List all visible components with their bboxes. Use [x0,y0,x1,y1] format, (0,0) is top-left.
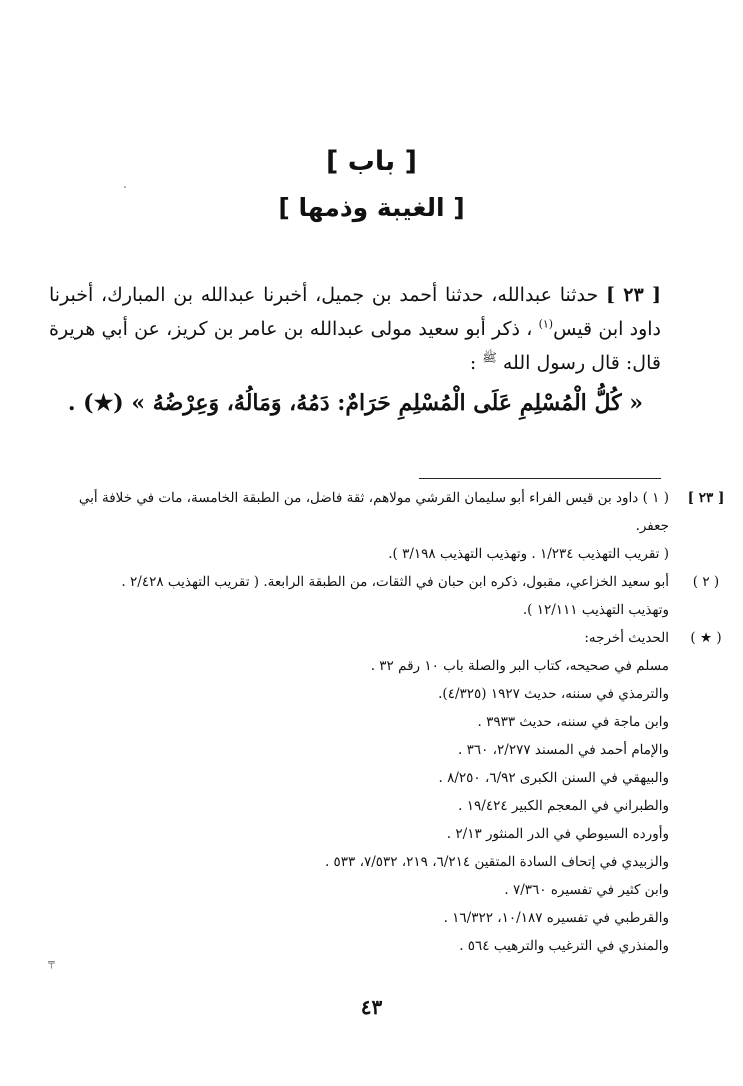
hadith-number: [ ٢٣ ] [605,284,661,306]
footnote-group-label: [ ٢٣ ] [687,490,725,506]
takhrij-line: والزبيدي في إتحاف السادة المتقين ٦/٢١٤، ٢١٩، ٧/٥٣٢، ٥٣٣ . [324,854,669,870]
takhrij-line: والمنذري في الترغيب والترهيب ٥٦٤ . [459,938,669,954]
hadith-text [49,278,661,422]
isnad-line-2-start: ابن قيس [553,318,624,340]
takhrij-line: وابن كثير في تفسيره ٧/٣٦٠ . [504,882,669,898]
isnad-line-2-end: ، ذكر أبو سعيد مولى عبدالله بن عامر بن كريز، عن أبي هريرة قال: قال رسول [49,318,661,374]
matn-text: « كُلُّ الْمُسْلِمِ عَلَى الْمُسْلِمِ حَرَامٌ: دَمُهُ، وَمَالُهُ، وَعِرْضُهُ » (★) . [67,390,643,416]
takhrij-line: والقرطبي في تفسيره ١٠/١٨٧، ١٦/٣٢٢ . [443,910,669,926]
isnad-line-3: الله [502,352,531,374]
footnote-star-mark: ( ★ ) [690,630,722,646]
page-number: ٤٣ [360,995,383,1019]
isnad-line-1: حدثنا عبدالله، حدثنا أحمد بن جميل، أخبرنا عبدالله بن المبارك، أخبرنا داود [49,284,662,340]
footnote-1-line-2: جعفر. [635,518,669,534]
footnote-1 [0,484,743,568]
footnote-2-mark: ( ٢ ) [692,574,720,590]
footnote-1-line-1: ( ١ ) داود بن قيس الفراء أبو سليمان القرشي مولاهم، ثقة فاضل، من الطبقة الخامسة، مات في خلافة أبي [78,490,669,506]
footnote-ref-1[interactable]: (١) [538,317,554,331]
isnad-paragraph [49,278,661,380]
scan-speck [124,186,126,188]
margin-mark: ╤ [48,956,55,969]
footnote-2-line-1: أبو سعيد الخزاعي، مقبول، ذكره ابن حبان في الثقات، من الطبقة الرابعة. ( تقريب التهذيب ٢/٤٢٨ . [121,574,669,590]
takhrij-line: والبيهقي في السنن الكبرى ٦/٩٢، ٨/٢٥٠ . [438,770,669,786]
footnote-1-mark: ( ١ ) [642,490,669,506]
footnote-star [0,624,743,960]
footnote-1-line-3: ( تقريب التهذيب ١/٢٣٤ . وتهذيب التهذيب ٣/١٩٨ ). [388,546,669,562]
takhrij-line: والطبراني في المعجم الكبير ١٩/٤٢٤ . [458,798,669,814]
takhrij-line: وابن ماجة في سننه، حديث ٣٩٣٣ . [477,714,669,730]
footnote-divider [419,478,661,479]
footnote-2-line-2: وتهذيب التهذيب ١٢/١١١ ). [522,602,669,618]
chapter-heading: [ باب ] [326,146,417,177]
isnad-colon: : [469,352,477,374]
footnote-2 [0,568,743,624]
salutation-mark: ﷺ [482,350,497,365]
footnotes [0,484,743,960]
chapter-subject: [ الغيبة وذمها ] [278,193,465,222]
takhrij-line: والإمام أحمد في المسند ٢/٢٧٧، ٣٦٠ . [458,742,669,758]
takhrij-line: مسلم في صحيحه، كتاب البر والصلة باب ١٠ رقم ٣٢ . [370,658,669,674]
takhrij-line: والترمذي في سننه، حديث ١٩٢٧ (٤/٣٢٥). [438,686,669,702]
takhrij-line: وأورده السيوطي في الدر المنثور ٢/١٣ . [446,826,669,842]
takhrij-line: الحديث أخرجه: [584,630,669,646]
